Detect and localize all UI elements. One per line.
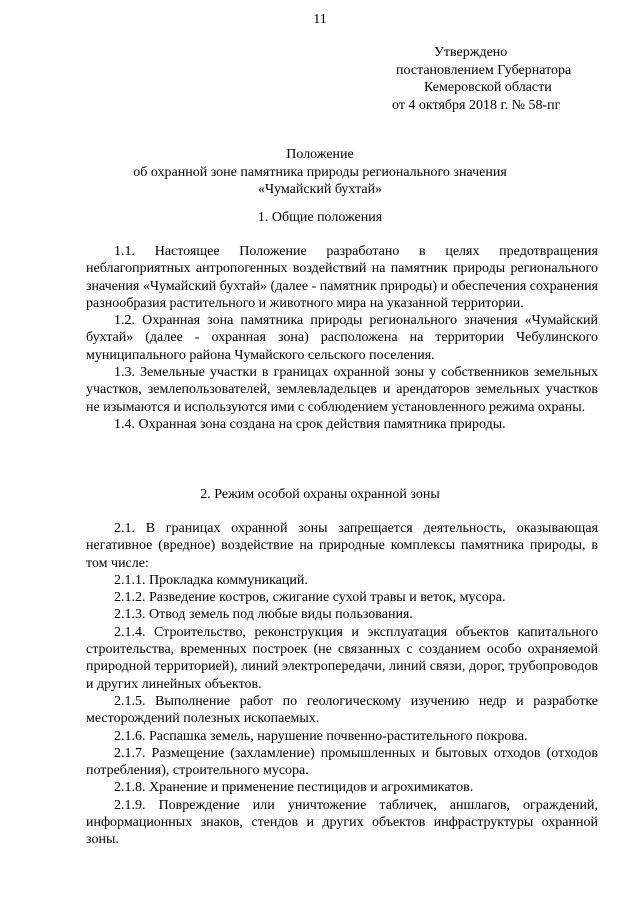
paragraph: 2.1.1. Прокладка коммуникаций. <box>114 572 308 588</box>
paragraph: 1.1. Настоящее Положение разработано в целях предотвращения неблагоприятных антропогенных воздействий на памятник природы регионального значения «Чумайский бухтай» (далее - памятник природы) и обеспечения сохранения разнообразия растительного и животного мира на указанной территории. <box>86 244 598 311</box>
paragraph: 2.1.8. Хранение и применение пестицидов и агрохимикатов. <box>114 780 474 796</box>
paragraph: 2.1.5. Выполнение работ по геологическому изучению недр и разработке месторождений полезных ископаемых. <box>86 693 598 727</box>
section-regime-body <box>86 520 598 849</box>
title-line: об охранной зоне памятника природы регионального значения <box>133 164 507 180</box>
document-title <box>0 146 640 199</box>
approval-line: Кемеровской области <box>424 80 552 95</box>
approval-line: постановлением Губернатора <box>396 62 572 78</box>
paragraph: 1.3. Земельные участки в границах охранной зоны у собственников земельных участков, землепользователей, землевладельцев и арендаторов земельных участков не изымаются и используются ими с соблюдением установленного режима охраны. <box>86 365 598 415</box>
section-heading-general: 1. Общие положения <box>257 210 383 225</box>
paragraph: 2.1.3. Отвод земель под любые виды пользования. <box>114 607 413 623</box>
paragraph: 2.1.6. Распашка земель, нарушение почвенно-растительного покрова. <box>114 728 528 744</box>
approval-line: Утверждено <box>434 45 508 60</box>
paragraph: 1.4. Охранная зона создана на срок действия памятника природы. <box>114 416 506 432</box>
paragraph: 2.1.9. Повреждение или уничтожение табличек, аншлагов, ограждений, информационных знаков, стендов и других объектов инфраструктуры охранной зоны. <box>86 797 598 848</box>
approval-stamp <box>380 44 610 114</box>
paragraph: 2.1.7. Размещение (захламление) промышленных и бытовых отходов (отходов потребления), строительного мусора. <box>86 745 598 779</box>
section-heading-regime: 2. Режим особой охраны охранной зоны <box>200 487 440 502</box>
section-general-body <box>86 243 598 433</box>
title-line: «Чумайский бухтай» <box>257 182 383 197</box>
approval-line: от 4 октября 2018 г. № 58-пг <box>392 97 561 113</box>
paragraph: 1.2. Охранная зона памятника природы регионального значения «Чумайский бухтай» (далее - охранная зона) расположена на территории Чебулинского муниципального района Чумайского сельского поселения. <box>86 313 598 363</box>
paragraph: 2.1.2. Разведение костров, сжигание сухой травы и веток, мусора. <box>114 590 506 606</box>
page-number: 11 <box>313 12 327 27</box>
paragraph: 2.1.4. Строительство, реконструкция и эксплуатация объектов капитального строительства, временных построек (не связанных с созданием особо охраняемой природной территорией), линий электропередачи, линий связи, дорог, трубопроводов и других линейных объектов. <box>86 624 598 692</box>
paragraph: 2.1. В границах охранной зоны запрещается деятельность, оказывающая негативное (вредное) воздействие на природные комплексы памятника природы, в том числе: <box>86 521 598 571</box>
title-line: Положение <box>286 147 354 162</box>
